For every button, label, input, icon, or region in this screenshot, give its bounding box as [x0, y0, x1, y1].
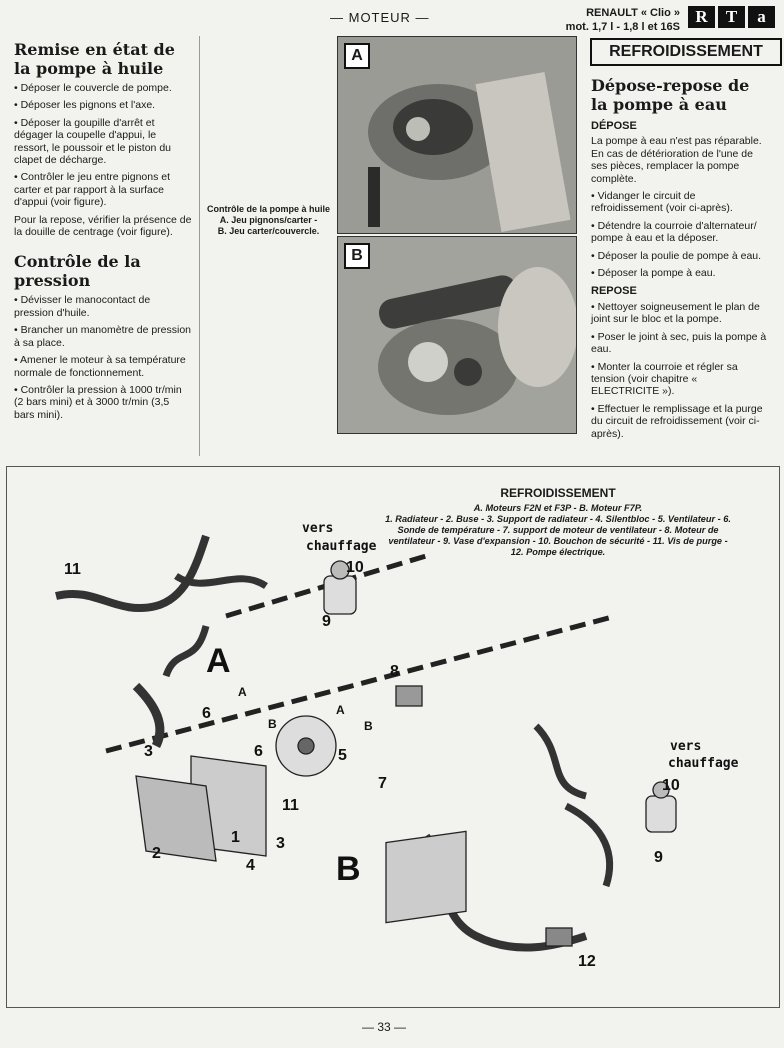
photo-tag-b: B	[344, 243, 370, 269]
callout-number: 1	[231, 829, 240, 846]
column-divider	[199, 36, 200, 456]
chauffage-label-b: chauffage	[668, 756, 739, 771]
hose	[536, 726, 586, 796]
left-column	[14, 40, 192, 426]
caption-line: Contrôle de la pompe à huile	[206, 204, 331, 214]
title-controle-pression: Contrôle de la pression	[14, 252, 141, 291]
chauffage-label-a: chauffage	[306, 539, 377, 554]
radiator-b	[386, 831, 466, 922]
callout-number: 2	[152, 845, 161, 862]
expansion-tank-b	[646, 796, 676, 832]
list-item: • Détendre la courroie d'alternateur/ pompe à eau et la déposer.	[591, 220, 767, 245]
list-item: • Monter la courroie et régler sa tension (voir chapitre « ELECTRICITE »).	[591, 361, 767, 398]
list-item: • Effectuer le remplissage et la purge du circuit de refroidissement (voir ci-après).	[591, 403, 767, 440]
callout-number: 9	[322, 613, 331, 630]
diagram-title: REFROIDISSEMENT	[500, 486, 616, 500]
logo-letter: R	[688, 6, 715, 28]
fan-shroud	[136, 776, 216, 861]
right-column	[591, 76, 767, 445]
callout-number: 9	[654, 849, 663, 866]
header-section: — MOTEUR —	[330, 10, 430, 25]
callout-number: 10	[346, 559, 364, 576]
list-item: • Déposer la poulie de pompe à eau.	[591, 250, 767, 262]
callout-number: 6	[202, 705, 211, 722]
vehicle-line2: mot. 1,7 l - 1,8 l et 16S	[565, 21, 680, 33]
callout-number: 8	[390, 663, 399, 680]
caption-line: B. Jeu carter/couvercle.	[217, 226, 320, 236]
callout-number: 12	[578, 953, 596, 970]
legend-line-b: 1. Radiateur - 2. Buse - 3. Support de radiateur - 4. Silentbloc - 5. Ventilateur - 6. Sonde de température - 7. support de moteur de ventilateur - 8. Moteur de ventilateur - 9. Vase d'expansion - 10. Bouchon de sécurité - 11. Vis de purge - 12. Pompe électrique.	[385, 514, 731, 557]
photo-a	[337, 36, 577, 234]
callout-number: 6	[254, 743, 263, 760]
list-item: • Amener le moteur à sa température normale de fonctionnement.	[14, 354, 192, 379]
callout-number: 4	[246, 857, 255, 874]
photo-b-illustration	[338, 237, 576, 433]
list-item: • Nettoyer soigneusement le plan de joint sur le bloc et la pompe.	[591, 301, 767, 326]
small-label-b: B	[268, 717, 277, 731]
callout-number: 3	[144, 743, 153, 760]
photo-caption	[205, 204, 332, 237]
list-item: • Dévisser le manocontact de pression d'huile.	[14, 294, 192, 319]
small-label-a: A	[238, 685, 247, 699]
logo-letter: T	[718, 6, 745, 28]
expansion-tank-a	[324, 576, 356, 614]
list-item: • Déposer la pompe à eau.	[591, 267, 767, 279]
callout-number: 3	[276, 835, 285, 852]
header-vehicle	[540, 6, 680, 34]
paragraph: Pour la repose, vérifier la présence de la douille de centrage (voir figure).	[14, 213, 192, 239]
hose	[136, 686, 160, 746]
subtitle-depose: DÉPOSE	[591, 120, 637, 132]
subtitle-repose: REPOSE	[591, 285, 637, 298]
vehicle-line1: RENAULT « Clio »	[586, 7, 680, 19]
vers-label-b: vers	[670, 739, 702, 754]
photo-a-illustration	[338, 37, 576, 233]
paragraph: La pompe à eau n'est pas réparable. En cas de détérioration de l'une de ses pièces, remplacer la pompe complète.	[591, 135, 762, 185]
caption-line: A. Jeu pignons/carter -	[219, 215, 318, 225]
big-label-a: A	[206, 642, 231, 680]
legend-line-a: A. Moteurs F2N et F3P - B. Moteur F7P.	[473, 503, 643, 513]
small-label-a: A	[336, 703, 345, 717]
exploded-diagram	[6, 466, 778, 1006]
small-label-b: B	[364, 719, 373, 733]
rta-logo	[688, 6, 775, 28]
callout-number: 7	[378, 775, 387, 792]
title-pompe-eau: Dépose-repose de la pompe à eau	[591, 76, 750, 114]
callout-number: 11	[282, 797, 299, 814]
list-item: • Déposer la goupille d'arrêt et dégager la coupelle d'appui, le ressort, le poussoir et le piston du clapet de décharge.	[14, 117, 192, 167]
photo-b	[337, 236, 577, 434]
list-item: • Déposer le couvercle de pompe.	[14, 82, 192, 94]
fan-motor	[396, 686, 422, 706]
callout-number: 11	[64, 561, 81, 578]
electric-pump	[546, 928, 572, 946]
title-pompe-huile: Remise en état de la pompe à huile	[14, 40, 175, 78]
list-item: • Vidanger le circuit de refroidissement (voir ci-après).	[591, 190, 767, 215]
hose	[566, 806, 610, 886]
callout-number: 5	[338, 747, 347, 764]
list-item: • Contrôler le jeu entre pignons et carter et par rapport à la surface d'appui (voir figure).	[14, 171, 192, 208]
big-label-b: B	[336, 850, 361, 888]
photo-tag-a: A	[344, 43, 370, 69]
list-item: • Poser le joint à sec, puis la pompe à eau.	[591, 331, 767, 356]
callout-number: 10	[662, 777, 680, 794]
page-number: — 33 —	[362, 1020, 407, 1034]
list-item: • Contrôler la pression à 1000 tr/min (2 bars mini) et à 3000 tr/min (3,5 bars mini).	[14, 384, 192, 421]
section-box: REFROIDISSEMENT	[590, 38, 782, 66]
hose	[166, 626, 206, 676]
list-item: • Déposer les pignons et l'axe.	[14, 99, 192, 111]
vers-label-a: vers	[302, 521, 334, 536]
logo-letter: a	[748, 6, 775, 28]
list-item: • Brancher un manomètre de pression à sa place.	[14, 324, 192, 349]
